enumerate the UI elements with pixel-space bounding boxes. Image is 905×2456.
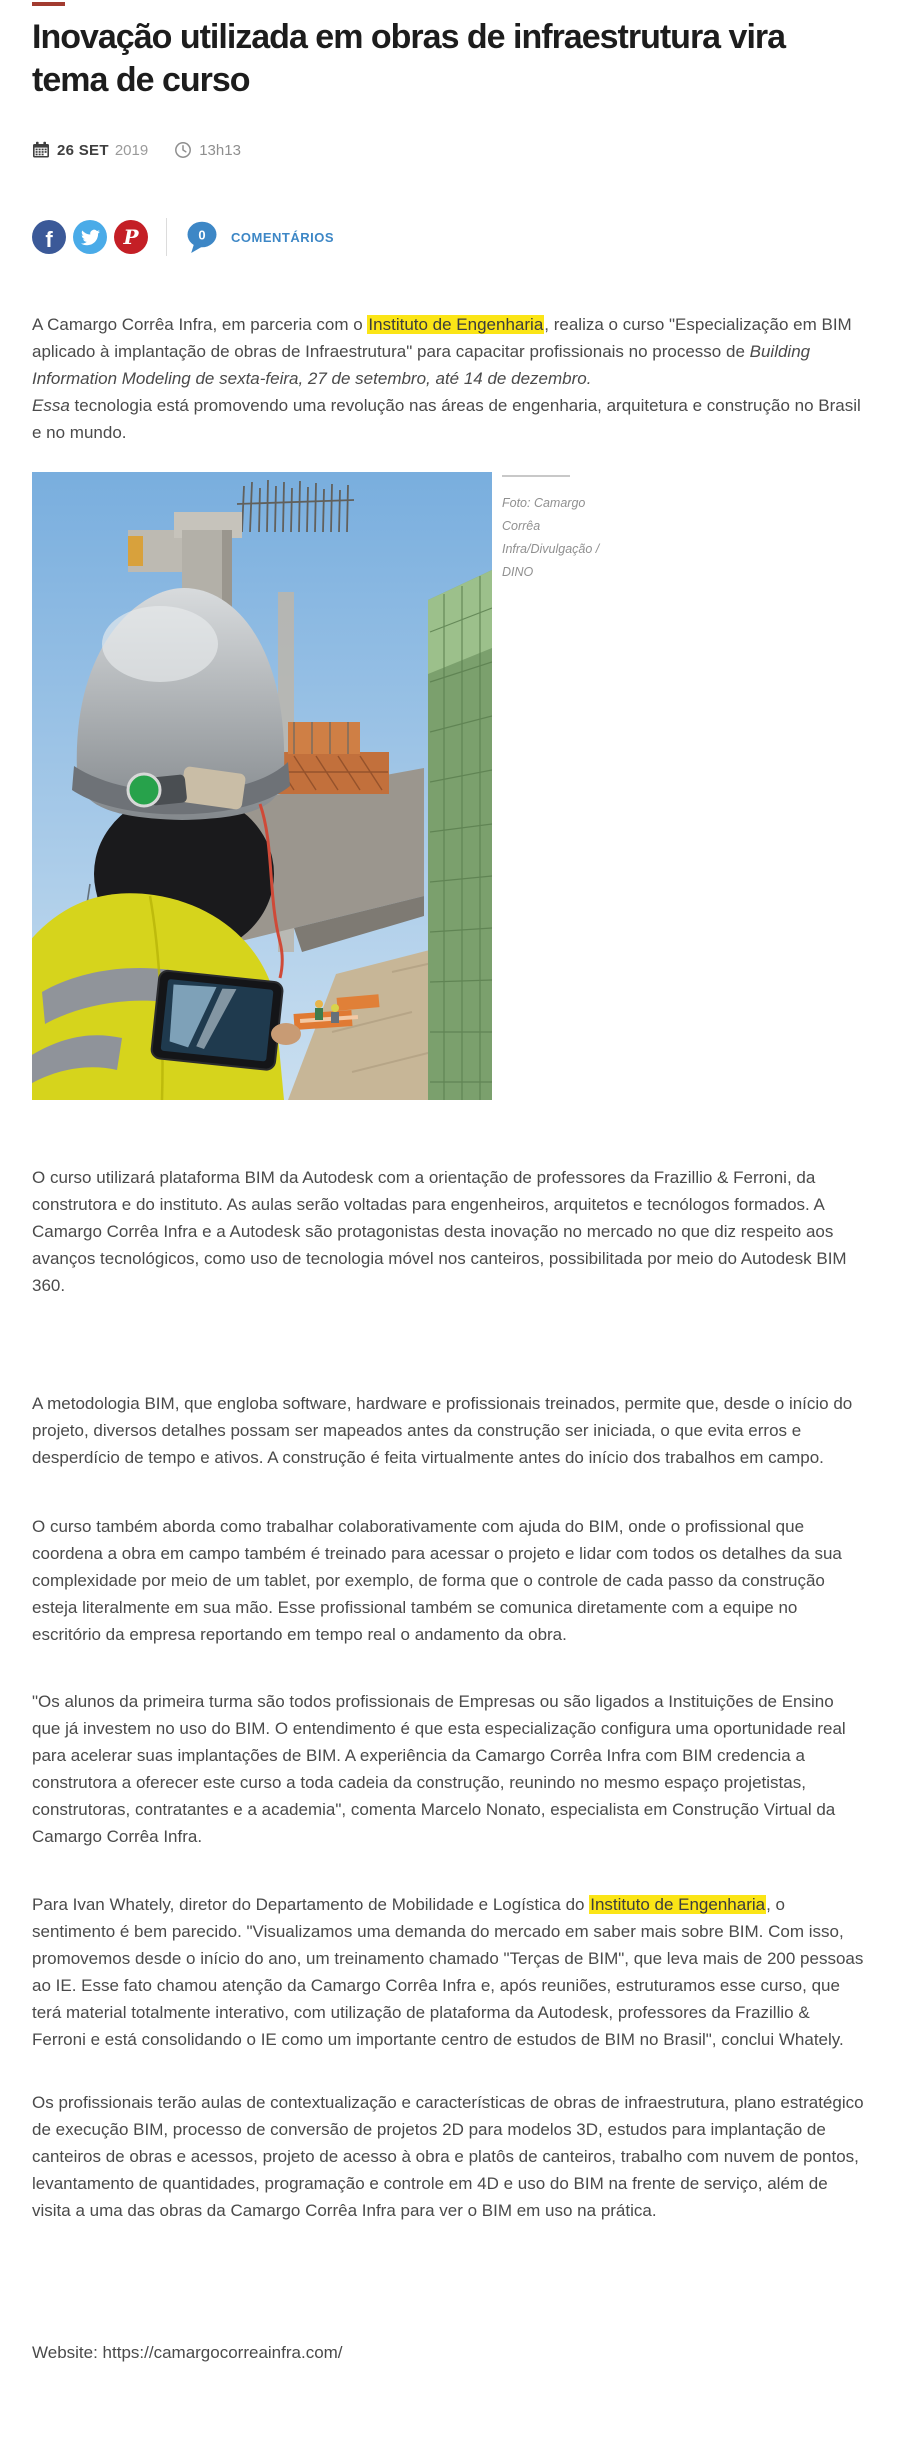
text-segment: A metodologia BIM, que engloba software, hardware e profissionais treinados, permite que, desde o início do projeto, diversos detalhes possam ser mapeados antes da construção ser iniciada, o que evita erros e desperdício de tempo e ativos. A construção é feita virtualmente antes do início dos trabalhos em campo. [32,1394,853,1467]
pinterest-share-button[interactable] [114,220,148,254]
text-segment: tecnologia está promovendo uma revolução nas áreas de engenharia, arquitetura e construção no Brasil e no mundo. [32,396,861,442]
text-segment: , o sentimento é bem parecido. "Visualizamos uma demanda do mercado em saber mais sobre BIM. Com isso, promovemos desde o início do ano, um treinamento chamado "Terças de BIM", que leva mais de 200 pessoas ao IE. Esse fato chamou atenção da Camargo Corrêa Infra e, após reuniões, estruturamos esse curso, que terá material totalmente interativo, com utilização de plataforma da Autodesk, professores da Frazillio & Ferroni e está consolidando o IE como um importante centro de estudos de BIM no Brasil", conclui Whately. [32,1895,864,2049]
publish-date-day: 26 SET [57,141,109,159]
text-segment: O curso utilizará plataforma BIM da Autodesk com a orientação de professores da Frazillio & Ferroni, da construtora e do instituto. As aulas serão voltadas para engenheiros, arquitetos e tecnólogos formados. A Camargo Corrêa Infra e a Autodesk são protagonistas desta inovação no mercado no que diz respeito aos avanços tecnológicos, como uso de tecnologia móvel nos canteiros, possibilitada por meio do Autodesk BIM 360. [32,1168,847,1295]
twitter-share-button[interactable] [73,220,107,254]
article-paragraph [32,1688,864,1850]
article-figure [32,472,862,1100]
article-paragraph [32,2089,864,2224]
article-paragraph [32,1891,864,2053]
highlighted-text: Instituto de Engenharia [368,315,544,334]
text-segment: , realiza o curso "Especialização em BIM aplicado à implantação de obras de Infraestrutura" para capacitar profissionais no processo de [32,315,852,361]
photo-credit-column [502,472,632,584]
italic-text: Building Information Modeling de sexta-feira, 27 de setembro, até 14 de dezembro. [32,342,811,388]
share-divider [166,218,167,256]
article-photo [32,472,492,1100]
pinterest-icon: P [123,225,139,249]
article-body [32,311,862,2366]
italic-text: Essa [32,396,70,415]
website-text: Website: https://camargocorreainfra.com/ [32,2343,343,2362]
text-segment: O curso também aborda como trabalhar colaborativamente com ajuda do BIM, onde o profissional que coordena a obra em campo também é treinado para acessar o projeto e lidar com todos os detalhes da sua complexidade por meio de um tablet, por exemplo, de forma que o controle de cada passo da construção esteja literalmente em sua mão. Esse profissional também se comunica diretamente com a equipe no escritório da empresa reportando em tempo real o andamento da obra. [32,1517,842,1644]
comments-link[interactable] [185,221,334,254]
comments-label: COMENTÁRIOS [231,229,334,245]
accent-dash [32,2,65,6]
article-meta [32,140,862,160]
publish-time: 13h13 [199,141,241,159]
twitter-icon [81,228,100,247]
text-segment: A Camargo Corrêa Infra, em parceria com o [32,315,368,334]
publish-date-year: 2019 [114,141,149,159]
page-title: Inovação utilizada em obras de infraestrutura vira tema de curso [32,18,786,99]
article-paragraph [32,1164,864,1299]
text-segment: Os profissionais terão aulas de contextualização e características de obras de infraestrutura, plano estratégico de execução BIM, processo de conversão de projetos 2D para modelos 3D, estudos para implantação de canteiros de obras e acessos, projeto de acesso à obra e platôs de canteiros, trabalho com nuvem de pontos, levantamento de quantidades, programação e controle em 4D e uso do BIM na frente de serviço, além de visita a uma das obras da Camargo Corrêa Infra para ver o BIM em uso na prática. [32,2093,864,2220]
text-segment: "Os alunos da primeira turma são todos profissionais de Empresas ou são ligados a Instituições de Ensino que já investem no uso do BIM. O entendimento é que esta especialização configura uma oportunidade real para acelerar suas implantações de BIM. A experiência da Camargo Corrêa Infra com BIM credencia a construtora a oferecer este curso a toda cadeia da construção, reunindo no mesmo espaço projetistas, construtoras, contratantes e a academia", comenta Marcelo Nonato, especialista em Construção Virtual da Camargo Corrêa Infra. [32,1692,846,1846]
article-paragraph [32,311,864,446]
share-bar [32,220,862,254]
facebook-icon: f [45,226,53,252]
clock-icon [174,141,192,159]
comments-count: 0 [198,226,206,242]
credit-divider [502,475,570,477]
comment-bubble-icon [185,221,219,254]
text-segment: Para Ivan Whately, diretor do Departamento de Mobilidade e Logística do [32,1895,590,1914]
article-paragraph [32,1513,864,1648]
photo-credit: Foto: Camargo Corrêa Infra/Divulgação / DINO [502,496,600,579]
article-paragraph [32,1390,864,1471]
facebook-share-button[interactable] [32,220,66,254]
calendar-icon [32,141,50,159]
highlighted-text: Instituto de Engenharia [590,1895,766,1914]
